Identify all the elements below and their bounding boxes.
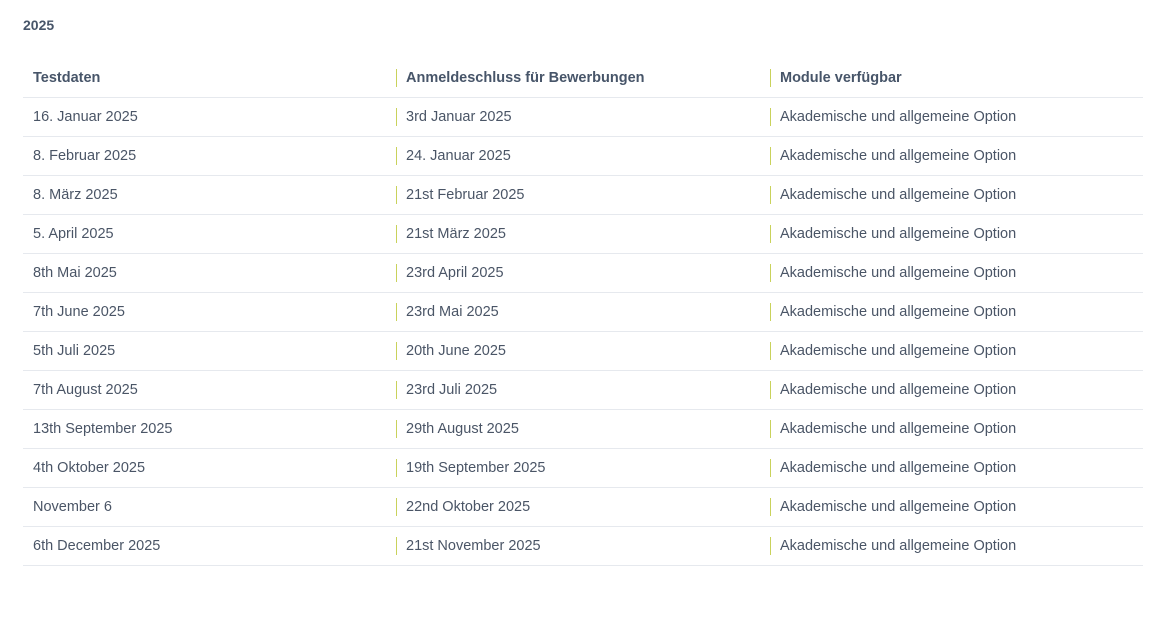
modules-cell: Akademische und allgemeine Option	[770, 137, 1143, 175]
deadline-cell: 21st November 2025	[396, 527, 770, 565]
header-registration-deadline: Anmeldeschluss für Bewerbungen	[396, 59, 770, 97]
test-date-cell: 6th December 2025	[33, 538, 161, 554]
deadline-cell: 20th June 2025	[396, 332, 770, 370]
deadline-cell: 29th August 2025	[396, 410, 770, 448]
test-date-cell: 5th Juli 2025	[33, 343, 116, 359]
deadline-cell: 21st Februar 2025	[396, 176, 770, 214]
test-date-cell: November 6	[33, 499, 112, 515]
deadline-cell: 24. Januar 2025	[396, 137, 770, 175]
test-date-cell: 4th Oktober 2025	[33, 460, 146, 476]
table-row	[23, 293, 1143, 332]
modules-cell: Akademische und allgemeine Option	[770, 488, 1143, 526]
modules-cell: Akademische und allgemeine Option	[770, 332, 1143, 370]
table-row	[23, 527, 1143, 566]
table-row	[23, 410, 1143, 449]
deadline-cell: 21st März 2025	[396, 215, 770, 253]
test-date-cell: 16. Januar 2025	[33, 109, 138, 125]
modules-cell: Akademische und allgemeine Option	[770, 371, 1143, 409]
table-row	[23, 215, 1143, 254]
table-row	[23, 449, 1143, 488]
table-row	[23, 332, 1143, 371]
modules-cell: Akademische und allgemeine Option	[770, 293, 1143, 331]
test-date-cell: 13th September 2025	[33, 421, 173, 437]
modules-cell: Akademische und allgemeine Option	[770, 176, 1143, 214]
header-modules-available: Module verfügbar	[770, 59, 1143, 97]
modules-cell: Akademische und allgemeine Option	[770, 215, 1143, 253]
modules-cell: Akademische und allgemeine Option	[770, 410, 1143, 448]
test-date-cell: 7th August 2025	[33, 382, 138, 398]
table-row	[23, 254, 1143, 293]
header-test-dates: Testdaten	[33, 70, 101, 86]
test-date-cell: 8. Februar 2025	[33, 148, 137, 164]
deadline-cell: 22nd Oktober 2025	[396, 488, 770, 526]
deadline-cell: 23rd April 2025	[396, 254, 770, 292]
test-date-cell: 8. März 2025	[33, 187, 118, 203]
year-heading: 2025	[23, 17, 55, 33]
deadline-cell: 3rd Januar 2025	[396, 98, 770, 136]
modules-cell: Akademische und allgemeine Option	[770, 527, 1143, 565]
deadline-cell: 23rd Juli 2025	[396, 371, 770, 409]
test-date-cell: 7th June 2025	[33, 304, 125, 320]
table-row	[23, 98, 1143, 137]
table-row	[23, 488, 1143, 527]
table-header-row	[23, 59, 1143, 98]
table-row	[23, 137, 1143, 176]
table-row	[23, 176, 1143, 215]
deadline-cell: 23rd Mai 2025	[396, 293, 770, 331]
modules-cell: Akademische und allgemeine Option	[770, 254, 1143, 292]
deadline-cell: 19th September 2025	[396, 449, 770, 487]
table-row	[23, 371, 1143, 410]
modules-cell: Akademische und allgemeine Option	[770, 98, 1143, 136]
test-date-cell: 5. April 2025	[33, 226, 114, 242]
modules-cell: Akademische und allgemeine Option	[770, 449, 1143, 487]
test-date-cell: 8th Mai 2025	[33, 265, 117, 281]
schedule-table	[23, 59, 1143, 566]
